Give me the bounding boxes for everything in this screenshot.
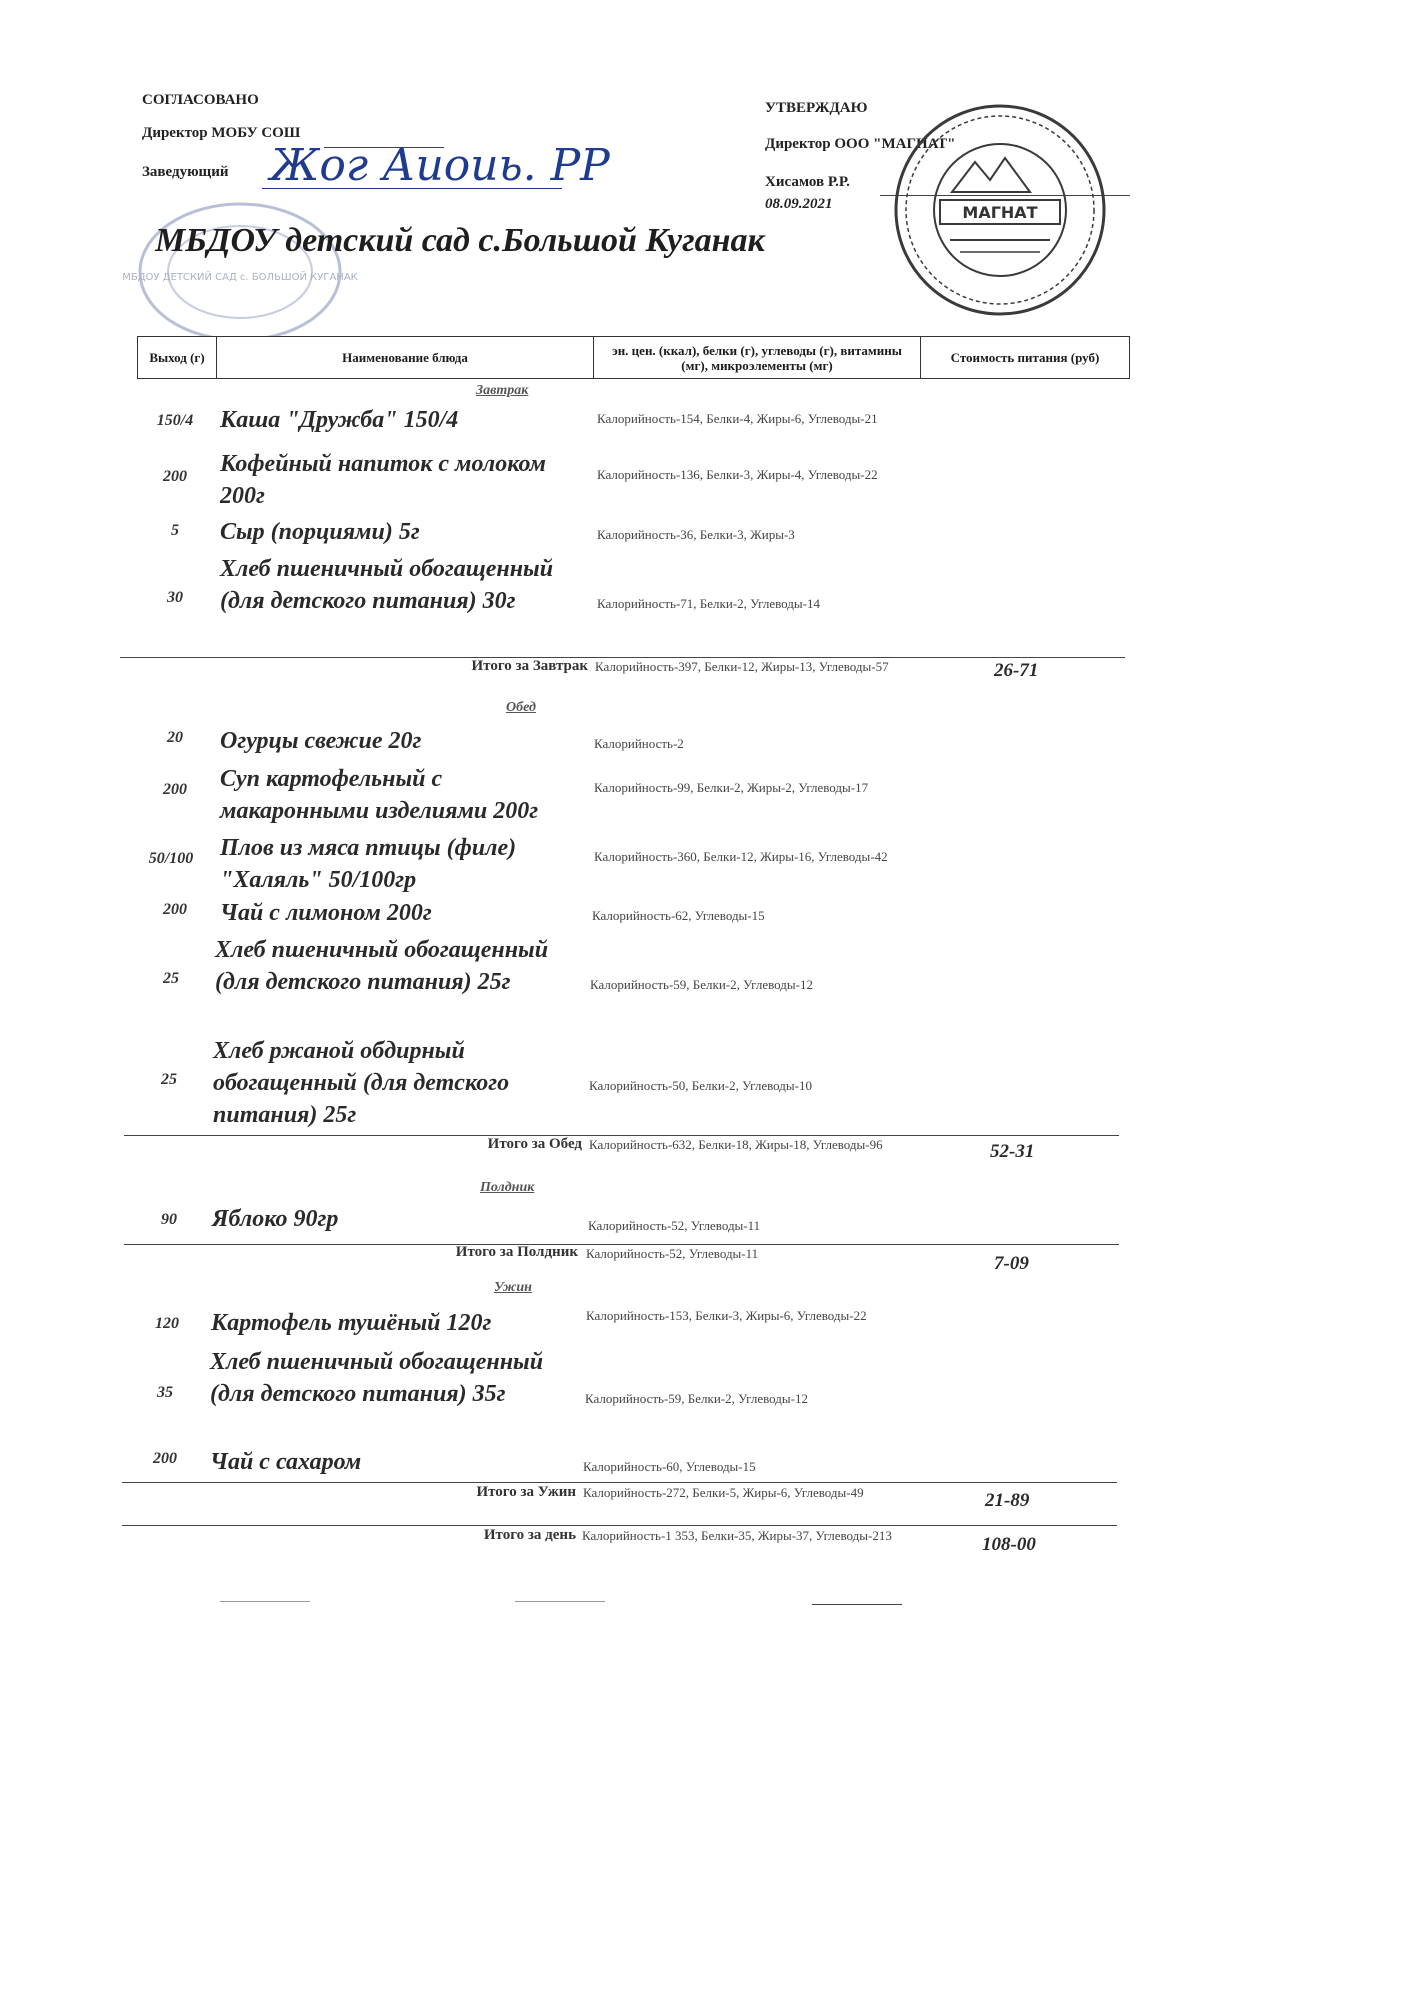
row-divider — [122, 1482, 1117, 1483]
dinner-total-label: Итого за Ужин — [476, 1484, 576, 1500]
company-director-label: Директор ООО "МАГНАТ" — [765, 136, 956, 152]
item-nutrition: Калорийность-2 — [594, 736, 684, 751]
item-yield: 200 — [163, 901, 187, 918]
item-nutrition: Калорийность-36, Белки-3, Жиры-3 — [597, 527, 795, 542]
approval-date: 08.09.2021 — [765, 196, 833, 212]
item-name: Сыр (порциями) 5г — [220, 519, 420, 545]
company-stamp — [890, 100, 1110, 320]
director-name: Хисамов Р.Р. — [765, 174, 850, 190]
item-name: Чай с сахаром — [210, 1449, 362, 1475]
footer-line — [812, 1604, 902, 1605]
col-header-nutrition: эн. цен. (ккал), белки (г), углеводы (г), витамины (мг), микроэлементы (мг) — [593, 336, 921, 379]
item-name: Кофейный напиток с молоком 200г — [220, 451, 546, 509]
item-nutrition: Калорийность-153, Белки-3, Жиры-6, Углеводы-22 — [586, 1308, 867, 1323]
item-nutrition: Калорийность-52, Углеводы-11 — [588, 1218, 761, 1233]
section-title-breakfast: Завтрак — [476, 383, 529, 398]
manager-label: Заведующий — [142, 164, 229, 180]
manager-signature: Жог Аиоиь. РР — [270, 140, 610, 191]
section-title-lunch: Обед — [506, 700, 536, 715]
item-yield: 50/100 — [148, 850, 194, 867]
footer-line — [220, 1601, 310, 1602]
item-nutrition: Калорийность-60, Углеводы-15 — [583, 1459, 756, 1474]
item-name: Огурцы свежие 20г — [220, 728, 422, 754]
item-yield: 25 — [161, 1071, 177, 1088]
manager-signature-line — [262, 188, 562, 189]
snack-total-label: Итого за Полдник — [455, 1244, 578, 1260]
item-name: Суп картофельный с макаронными изделиями 200г — [220, 766, 539, 824]
lunch-total-cost: 52-31 — [990, 1141, 1035, 1162]
item-yield: 200 — [153, 1450, 177, 1467]
item-yield: 5 — [171, 522, 179, 539]
col-header-yield: Выход (г) — [137, 336, 217, 379]
item-nutrition: Калорийность-360, Белки-12, Жиры-16, Углеводы-42 — [594, 849, 888, 864]
footer-line — [515, 1601, 605, 1602]
item-name: Хлеб ржаной обдирный обогащенный (для детского питания) 25г — [213, 1038, 510, 1128]
item-yield: 30 — [167, 589, 183, 606]
breakfast-total-label: Итого за Завтрак — [471, 658, 588, 674]
row-divider — [122, 1525, 1117, 1526]
item-nutrition: Калорийность-71, Белки-2, Углеводы-14 — [597, 596, 820, 611]
item-nutrition: Калорийность-154, Белки-4, Жиры-6, Углеводы-21 — [597, 411, 878, 426]
item-nutrition: Калорийность-136, Белки-3, Жиры-4, Углеводы-22 — [597, 467, 878, 482]
dinner-total-nutrition: Калорийность-272, Белки-5, Жиры-6, Углеводы-49 — [583, 1485, 864, 1500]
item-nutrition: Калорийность-59, Белки-2, Углеводы-12 — [590, 977, 813, 992]
item-yield: 200 — [163, 781, 187, 798]
item-name: Плов из мяса птицы (филе) "Халяль" 50/100гр — [220, 835, 517, 893]
company-stamp-text: МАГНАТ — [962, 203, 1038, 222]
day-total-cost: 108-00 — [982, 1534, 1036, 1555]
school-director-label: Директор МОБУ СОШ — [142, 125, 301, 141]
item-yield: 120 — [155, 1315, 179, 1332]
item-name: Картофель тушёный 120г — [211, 1310, 492, 1336]
section-title-dinner: Ужин — [494, 1280, 532, 1295]
item-nutrition: Калорийность-99, Белки-2, Жиры-2, Углеводы-17 — [594, 780, 869, 795]
left-stamp-text: МБДОУ ДЕТСКИЙ САД с. БОЛЬШОЙ КУГАНАК — [122, 272, 358, 283]
item-nutrition: Калорийность-50, Белки-2, Углеводы-10 — [589, 1078, 812, 1093]
item-name: Хлеб пшеничный обогащенный (для детского питания) 30г — [220, 556, 554, 614]
dinner-total-cost: 21-89 — [985, 1490, 1030, 1511]
section-title-snack: Полдник — [480, 1180, 535, 1195]
lunch-total-nutrition: Калорийность-632, Белки-18, Жиры-18, Углеводы-96 — [589, 1137, 883, 1152]
snack-total-cost: 7-09 — [994, 1253, 1029, 1274]
item-yield: 150/4 — [156, 412, 194, 429]
breakfast-total-nutrition: Калорийность-397, Белки-12, Жиры-13, Углеводы-57 — [595, 659, 889, 674]
item-yield: 200 — [163, 468, 187, 485]
item-name: Чай с лимоном 200г — [220, 900, 432, 926]
day-total-label: Итого за день — [483, 1527, 576, 1543]
item-nutrition: Калорийность-59, Белки-2, Углеводы-12 — [585, 1391, 808, 1406]
item-name: Яблоко 90гр — [212, 1206, 339, 1232]
col-header-dish: Наименование блюда — [216, 336, 594, 379]
item-yield: 25 — [163, 970, 179, 987]
snack-total-nutrition: Калорийность-52, Углеводы-11 — [586, 1246, 759, 1261]
lunch-total-label: Итого за Обед — [487, 1136, 582, 1152]
approve-label: УТВЕРЖДАЮ — [765, 100, 868, 116]
day-total-nutrition: Калорийность-1 353, Белки-35, Жиры-37, Углеводы-213 — [582, 1528, 892, 1543]
col-header-cost: Стоимость питания (руб) — [920, 336, 1130, 379]
item-nutrition: Калорийность-62, Углеводы-15 — [592, 908, 765, 923]
item-yield: 35 — [157, 1384, 173, 1401]
page-title: МБДОУ детский сад с.Большой Куганак — [155, 222, 765, 259]
item-name: Каша "Дружба" 150/4 — [220, 407, 459, 433]
item-yield: 90 — [161, 1211, 177, 1228]
item-name: Хлеб пшеничный обогащенный (для детского питания) 35г — [210, 1349, 544, 1407]
item-yield: 20 — [167, 729, 183, 746]
item-name: Хлеб пшеничный обогащенный (для детского питания) 25г — [215, 937, 549, 995]
breakfast-total-cost: 26-71 — [994, 660, 1039, 681]
agreed-label: СОГЛАСОВАНО — [142, 92, 259, 108]
